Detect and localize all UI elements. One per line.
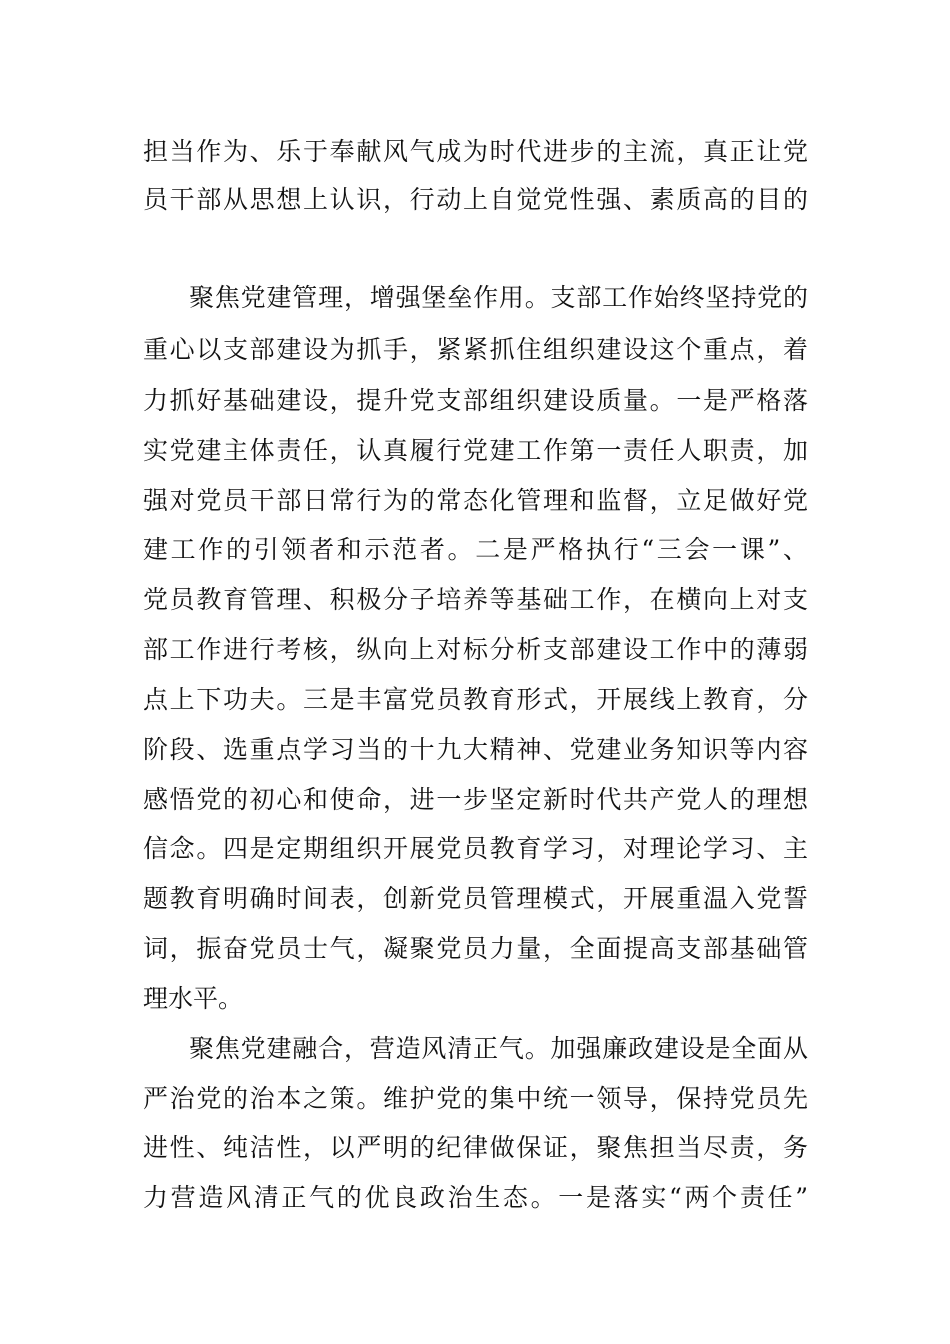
text-line: 力抓好基础建设，提升党支部组织建设质量。一是严格落 [143, 386, 808, 415]
paragraph-start-line: 聚焦党建管理，增强堡垒作用。支部工作始终坚持党的 [189, 283, 808, 312]
text-line: 党员教育管理、积极分子培养等基础工作，在横向上对支 [143, 585, 808, 614]
text-line: 部工作进行考核，纵向上对标分析支部建设工作中的薄弱 [143, 635, 808, 664]
paragraph-start-line: 聚焦党建融合，营造风清正气。加强廉政建设是全面从 [189, 1034, 808, 1063]
text-line: 严治党的治本之策。维护党的集中统一领导，保持党员先 [143, 1084, 808, 1113]
text-line: 担当作为、乐于奉献风气成为时代进步的主流，真正让党 [143, 137, 808, 166]
text-line: 重心以支部建设为抓手，紧紧抓住组织建设这个重点，着 [143, 335, 808, 364]
text-line: 信念。四是定期组织开展党员教育学习，对理论学习、主 [143, 834, 808, 863]
text-line: 进性、纯洁性，以严明的纪律做保证，聚焦担当尽责，务 [143, 1133, 808, 1162]
text-line: 员干部从思想上认识，行动上自觉党性强、素质高的目的 [143, 185, 808, 214]
text-line: 实党建主体责任，认真履行党建工作第一责任人职责，加 [143, 436, 808, 465]
text-line: 力营造风清正气的优良政治生态。一是落实“两个责任” [143, 1183, 808, 1212]
paragraph-end-line: 理水平。 [143, 984, 244, 1013]
text-line: 感悟党的初心和使命，进一步坚定新时代共产党人的理想 [143, 785, 808, 814]
text-line: 阶段、选重点学习当的十九大精神、党建业务知识等内容 [143, 735, 808, 764]
text-line: 点上下功夫。三是丰富党员教育形式，开展线上教育，分 [143, 685, 808, 714]
text-line: 题教育明确时间表，创新党员管理模式，开展重温入党誓 [143, 884, 808, 913]
text-line: 强对党员干部日常行为的常态化管理和监督，立足做好党 [143, 486, 808, 515]
text-line: 建工作的引领者和示范者。二是严格执行“三会一课”、 [143, 535, 808, 564]
text-line: 词，振奋党员士气，凝聚党员力量，全面提高支部基础管 [143, 934, 808, 963]
